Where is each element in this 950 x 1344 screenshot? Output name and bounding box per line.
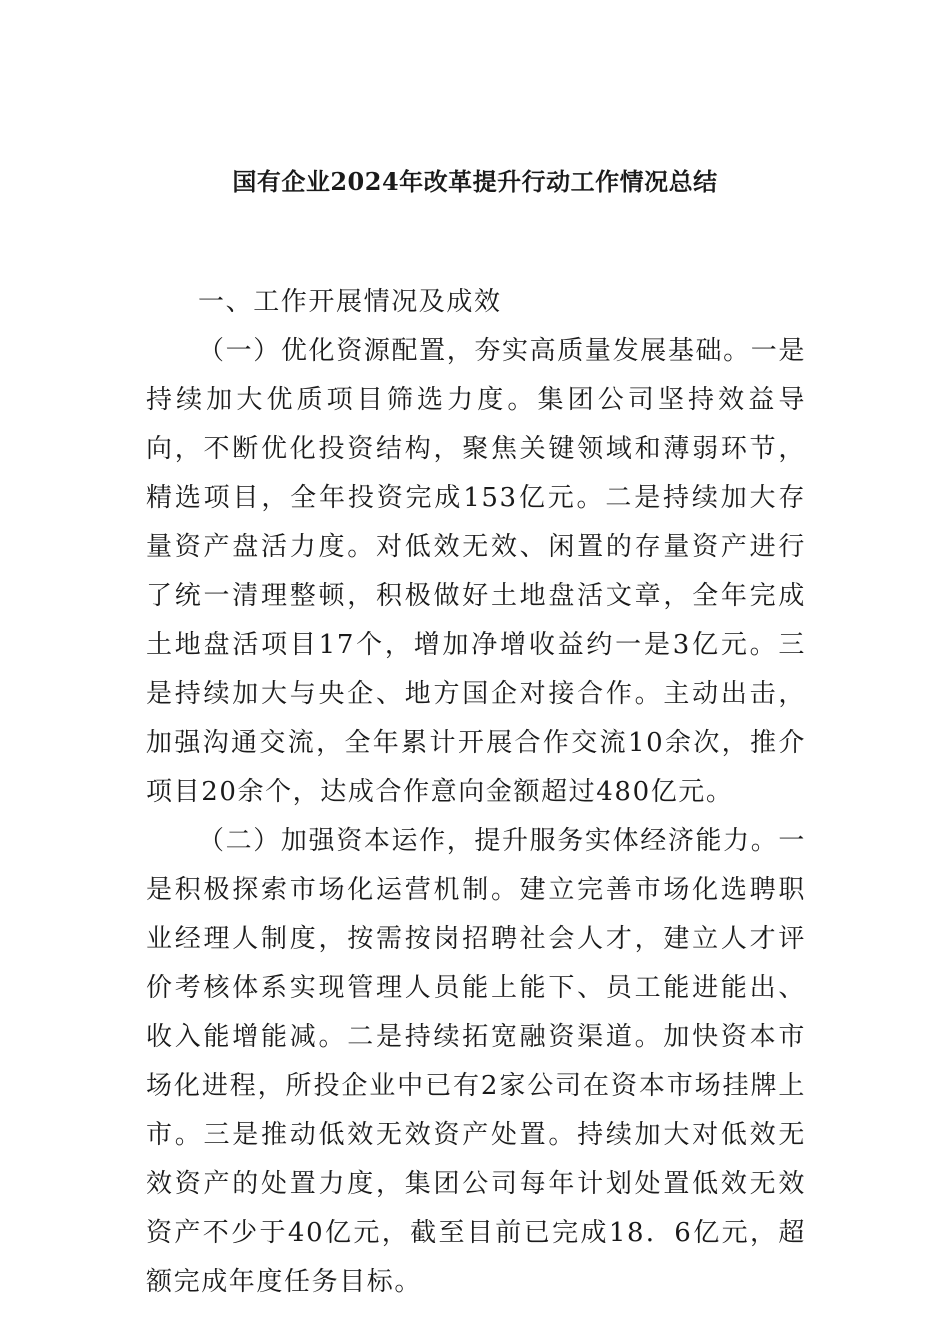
document-title: 国有企业2024年改革提升行动工作情况总结 xyxy=(232,167,718,196)
section-heading: 一、工作开展情况及成效 xyxy=(198,287,502,317)
document-body xyxy=(146,278,806,1307)
paragraph-capital-operation: （二）加强资本运作，提升服务实体经济能力。一是积极探索市场化运营机制。建立完善市场化选聘职业经理人制度，按需按岗招聘社会人才，建立人才评价考核体系实现管理人员能上能下、员工能进能出、收入能增能减。二是持续拓宽融资渠道。加快资本市场化进程，所投企业中已有2家公司在资本市场挂牌上市。三是推动低效无效资产处置。持续加大对低效无效资产的处置力度，集团公司每年计划处置低效无效资产不少于40亿元，截至目前已完成18．6亿元，超额完成年度任务目标。 xyxy=(146,826,806,1297)
paragraph-resource-allocation: （一）优化资源配置，夯实高质量发展基础。一是持续加大优质项目筛选力度。集团公司坚持效益导向，不断优化投资结构，聚焦关键领域和薄弱环节，精选项目，全年投资完成153亿元。二是持续加大存量资产盘活力度。对低效无效、闲置的存量资产进行了统一清理整顿，积极做好土地盘活文章，全年完成土地盘活项目17个，增加净增收益约一是3亿元。三是持续加大与央企、地方国企对接合作。主动出击，加强沟通交流，全年累计开展合作交流10余次，推介项目20余个，达成合作意向金额超过480亿元。 xyxy=(146,336,806,807)
